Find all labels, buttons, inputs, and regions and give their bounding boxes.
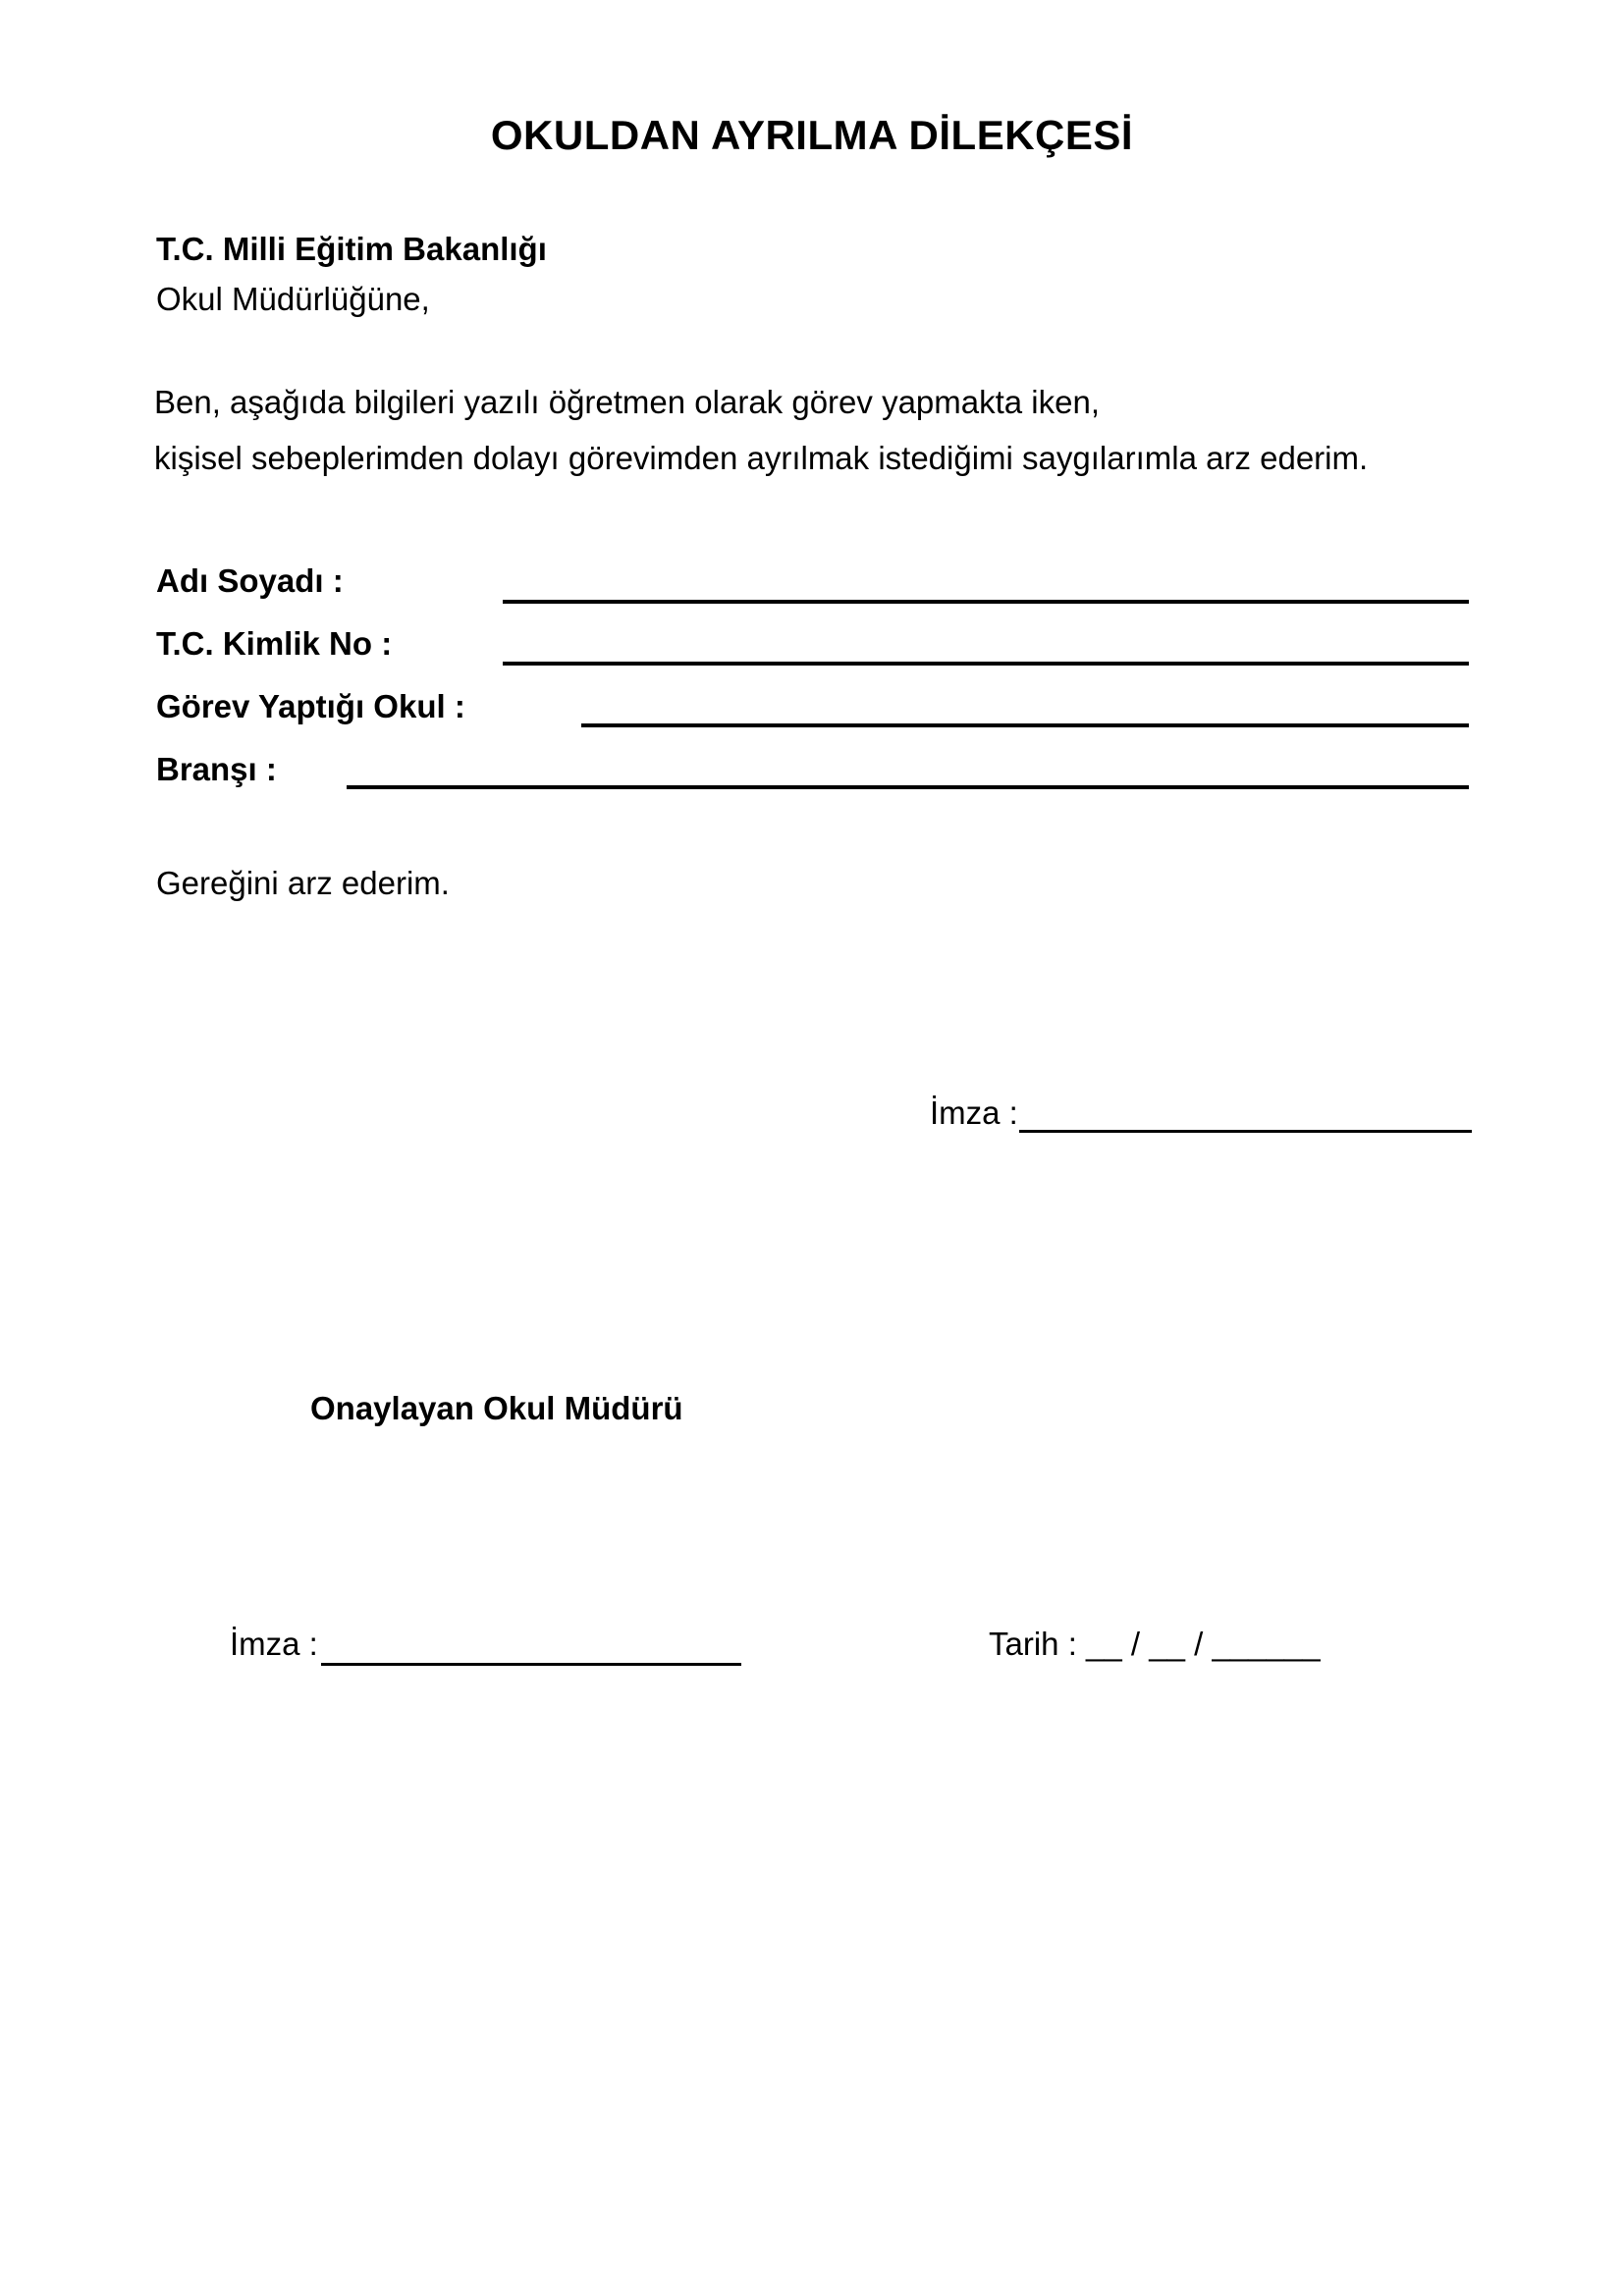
body-line-2: kişisel sebeplerimden dolayı görevimden ayrılmak istediğimi saygılarımla arz ederim. [154, 440, 1369, 476]
field-blank-line-bransi[interactable] [347, 785, 1469, 789]
approval-date [989, 1628, 1321, 1660]
field-blank-line-gorev-yaptigi-okul[interactable] [581, 723, 1469, 727]
document-title: OKULDAN AYRILMA DİLEKÇESİ [490, 112, 1134, 158]
approval-signature-blank-line[interactable] [321, 1663, 741, 1666]
approval-date-label: Tarih : [989, 1626, 1077, 1662]
addressee-line: Okul Müdürlüğüne, [156, 281, 430, 317]
approval-signature-label: İmza : [230, 1626, 318, 1662]
approval-heading: Onaylayan Okul Müdürü [310, 1390, 683, 1426]
signature-blank-line[interactable] [1019, 1130, 1472, 1133]
field-blank-line-tc-kimlik-no[interactable] [503, 662, 1469, 666]
approval-date-blanks[interactable]: __ / __ / ______ [1086, 1626, 1321, 1662]
field-label-gorev-yaptigi-okul: Görev Yaptığı Okul : [156, 688, 465, 724]
ministry-line: T.C. Milli Eğitim Bakanlığı [156, 231, 547, 267]
body-line-1: Ben, aşağıda bilgileri yazılı öğretmen olarak görev yapmakta iken, [154, 384, 1101, 420]
field-blank-line-adi-soyadi[interactable] [503, 600, 1469, 604]
field-label-tc-kimlik-no: T.C. Kimlik No : [156, 625, 393, 662]
closing-line: Gereğini arz ederim. [156, 865, 450, 901]
signature-label: İmza : [930, 1095, 1018, 1131]
field-label-adi-soyadi: Adı Soyadı : [156, 562, 344, 599]
field-label-bransi: Branşı : [156, 751, 277, 787]
